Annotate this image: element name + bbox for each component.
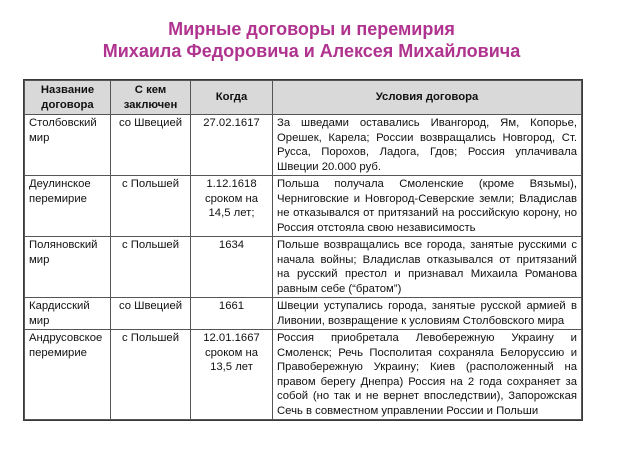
treaty-date: 1.12.1618 сроком на 14,5 лет; — [191, 176, 273, 237]
page-title — [0, 18, 623, 62]
treaty-name: Столбовский мир — [25, 115, 111, 176]
table-row — [25, 237, 582, 298]
header-when: Когда — [191, 81, 273, 115]
table-row — [25, 115, 582, 176]
treaty-date: 27.02.1617 — [191, 115, 273, 176]
treaty-terms: За шведами оставались Ивангород, Ям, Копорье, Орешек, Карела; России возвращались Новгород, Ст. Русса, Порохов, Ладога, Гдов; Россия уплачивала Швеции 20.000 руб. — [273, 115, 582, 176]
table-row — [25, 330, 582, 420]
header-party: С кем заключен — [111, 81, 191, 115]
treaty-party: со Швецией — [111, 115, 191, 176]
treaty-terms: Россия приобретала Левобережную Украину и Смоленск; Речь Посполитая сохраняла Белоруссию и Правобережную Украину; Киев (расположенный на правом берегу Днепра) Россия на 2 года сохраняет за собой (но так и не вернет впоследствии), Запорожская Сечь в совместном управлении России и Польши — [273, 330, 582, 420]
header-name: Название договора — [25, 81, 111, 115]
treaty-party: с Польшей — [111, 237, 191, 298]
table-row — [25, 176, 582, 237]
treaty-party: со Швецией — [111, 298, 191, 330]
treaty-name: Деулинское перемирие — [25, 176, 111, 237]
treaty-date: 12.01.1667 сроком на 13,5 лет — [191, 330, 273, 420]
treaties-table — [23, 79, 583, 421]
treaty-date: 1634 — [191, 237, 273, 298]
table-row — [25, 298, 582, 330]
header-terms: Условия договора — [273, 81, 582, 115]
treaty-name: Поляновский мир — [25, 237, 111, 298]
treaty-party: с Польшей — [111, 330, 191, 420]
treaty-name: Кардисский мир — [25, 298, 111, 330]
treaty-date: 1661 — [191, 298, 273, 330]
treaty-party: с Польшей — [111, 176, 191, 237]
treaty-terms: Польше возвращались все города, занятые русскими с начала войны; Владислав отказывался от притязаний на русский престол и признавал Михаила Романова равным себе (“братом”) — [273, 237, 582, 298]
title-line-2: Михаила Федоровича и Алексея Михайловича — [102, 41, 521, 61]
treaty-terms: Швеции уступались города, занятые русской армией в Ливонии, возвращение к условиям Столбовского мира — [273, 298, 582, 330]
treaty-name: Андрусовское перемирие — [25, 330, 111, 420]
treaty-terms: Польша получала Смоленские (кроме Вязьмы), Черниговские и Новгород-Северские земли; Владислав не отказывался от притязаний на российскую корону, но Россия отстояла свою независимость — [273, 176, 582, 237]
title-line-1: Мирные договоры и перемирия — [168, 19, 455, 39]
table-header-row — [25, 81, 582, 115]
